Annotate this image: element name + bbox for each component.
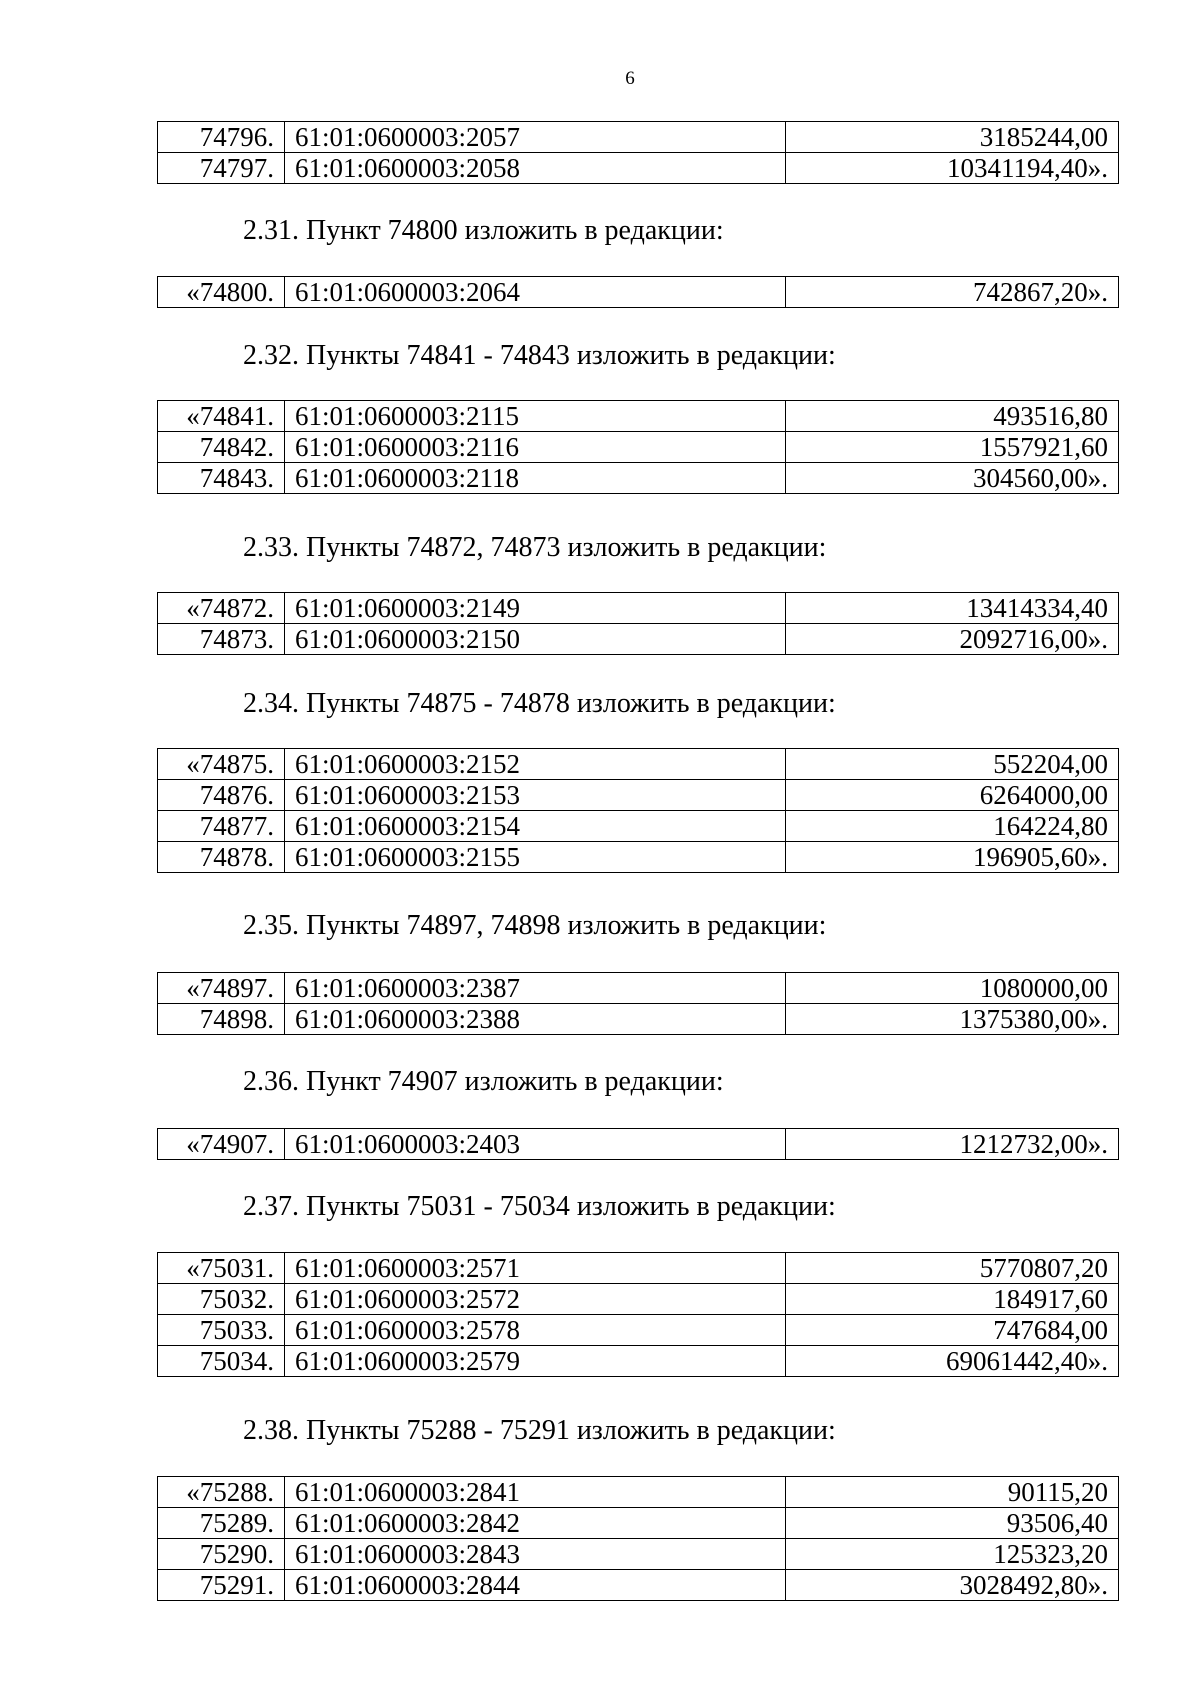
- parcel-table: [157, 276, 1119, 308]
- table-row: [158, 463, 1119, 494]
- item-number: «75288.: [158, 1477, 285, 1508]
- item-number: 75032.: [158, 1284, 285, 1315]
- table-row: [158, 1477, 1119, 1508]
- table-row: [158, 122, 1119, 153]
- parcel-table: [157, 1476, 1119, 1601]
- item-number: «74897.: [158, 973, 285, 1004]
- cadastral-value: 6264000,00: [786, 780, 1119, 811]
- cadastral-value: 3028492,80».: [786, 1570, 1119, 1601]
- item-number: 75034.: [158, 1346, 285, 1377]
- table-row: [158, 1346, 1119, 1377]
- item-number: «74875.: [158, 749, 285, 780]
- cadastral-value: 90115,20: [786, 1477, 1119, 1508]
- table-row: [158, 1570, 1119, 1601]
- table-row: [158, 811, 1119, 842]
- cadastral-value: 2092716,00».: [786, 624, 1119, 655]
- cadastral-number: 61:01:0600003:2058: [285, 153, 786, 184]
- cadastral-value: 3185244,00: [786, 122, 1119, 153]
- table-row: [158, 1284, 1119, 1315]
- item-number: «74841.: [158, 401, 285, 432]
- item-number: 75033.: [158, 1315, 285, 1346]
- cadastral-number: 61:01:0600003:2155: [285, 842, 786, 873]
- cadastral-number: 61:01:0600003:2387: [285, 973, 786, 1004]
- cadastral-value: 13414334,40: [786, 593, 1119, 624]
- cadastral-number: 61:01:0600003:2153: [285, 780, 786, 811]
- cadastral-value: 184917,60: [786, 1284, 1119, 1315]
- item-number: 74878.: [158, 842, 285, 873]
- table-row: [158, 153, 1119, 184]
- cadastral-value: 5770807,20: [786, 1253, 1119, 1284]
- item-number: 74898.: [158, 1004, 285, 1035]
- item-number: «74800.: [158, 277, 285, 308]
- item-number: 74876.: [158, 780, 285, 811]
- cadastral-number: 61:01:0600003:2057: [285, 122, 786, 153]
- cadastral-number: 61:01:0600003:2842: [285, 1508, 786, 1539]
- cadastral-value: 10341194,40».: [786, 153, 1119, 184]
- item-number: 74797.: [158, 153, 285, 184]
- cadastral-value: 493516,80: [786, 401, 1119, 432]
- cadastral-value: 1375380,00».: [786, 1004, 1119, 1035]
- item-number: «74872.: [158, 593, 285, 624]
- table-row: [158, 624, 1119, 655]
- cadastral-number: 61:01:0600003:2841: [285, 1477, 786, 1508]
- section-heading: 2.38. Пункты 75288 - 75291 изложить в редакции:: [243, 1415, 836, 1446]
- item-number: 75291.: [158, 1570, 285, 1601]
- item-number: 74843.: [158, 463, 285, 494]
- table-row: [158, 1253, 1119, 1284]
- cadastral-number: 61:01:0600003:2403: [285, 1129, 786, 1160]
- table-row: [158, 277, 1119, 308]
- cadastral-value: 196905,60».: [786, 842, 1119, 873]
- parcel-table: [157, 972, 1119, 1035]
- table-row: [158, 973, 1119, 1004]
- section-heading: 2.35. Пункты 74897, 74898 изложить в редакции:: [243, 910, 827, 941]
- cadastral-number: 61:01:0600003:2116: [285, 432, 786, 463]
- cadastral-value: 304560,00».: [786, 463, 1119, 494]
- cadastral-value: 1080000,00: [786, 973, 1119, 1004]
- parcel-table: [157, 121, 1119, 184]
- table-row: [158, 1315, 1119, 1346]
- item-number: 74877.: [158, 811, 285, 842]
- table-row: [158, 749, 1119, 780]
- cadastral-number: 61:01:0600003:2579: [285, 1346, 786, 1377]
- cadastral-value: 1212732,00».: [786, 1129, 1119, 1160]
- item-number: 74796.: [158, 122, 285, 153]
- table-row: [158, 1004, 1119, 1035]
- cadastral-number: 61:01:0600003:2844: [285, 1570, 786, 1601]
- table-row: [158, 432, 1119, 463]
- parcel-table: [157, 748, 1119, 873]
- section-heading: 2.36. Пункт 74907 изложить в редакции:: [243, 1066, 724, 1097]
- parcel-table: [157, 1128, 1119, 1160]
- parcel-table: [157, 1252, 1119, 1377]
- section-heading: 2.33. Пункты 74872, 74873 изложить в редакции:: [243, 532, 827, 563]
- page-number: 6: [625, 68, 635, 89]
- cadastral-number: 61:01:0600003:2118: [285, 463, 786, 494]
- item-number: 75289.: [158, 1508, 285, 1539]
- section-heading: 2.32. Пункты 74841 - 74843 изложить в редакции:: [243, 340, 836, 371]
- parcel-table: [157, 400, 1119, 494]
- cadastral-value: 742867,20».: [786, 277, 1119, 308]
- section-heading: 2.31. Пункт 74800 изложить в редакции:: [243, 215, 724, 246]
- section-heading: 2.34. Пункты 74875 - 74878 изложить в редакции:: [243, 688, 836, 719]
- table-row: [158, 1129, 1119, 1160]
- item-number: 74842.: [158, 432, 285, 463]
- table-row: [158, 780, 1119, 811]
- cadastral-number: 61:01:0600003:2572: [285, 1284, 786, 1315]
- item-number: «74907.: [158, 1129, 285, 1160]
- parcel-table: [157, 592, 1119, 655]
- cadastral-number: 61:01:0600003:2843: [285, 1539, 786, 1570]
- cadastral-number: 61:01:0600003:2115: [285, 401, 786, 432]
- cadastral-number: 61:01:0600003:2571: [285, 1253, 786, 1284]
- cadastral-number: 61:01:0600003:2154: [285, 811, 786, 842]
- cadastral-value: 93506,40: [786, 1508, 1119, 1539]
- cadastral-value: 1557921,60: [786, 432, 1119, 463]
- cadastral-number: 61:01:0600003:2578: [285, 1315, 786, 1346]
- cadastral-number: 61:01:0600003:2152: [285, 749, 786, 780]
- table-row: [158, 842, 1119, 873]
- cadastral-value: 552204,00: [786, 749, 1119, 780]
- item-number: «75031.: [158, 1253, 285, 1284]
- table-row: [158, 401, 1119, 432]
- cadastral-value: 125323,20: [786, 1539, 1119, 1570]
- cadastral-value: 164224,80: [786, 811, 1119, 842]
- cadastral-value: 747684,00: [786, 1315, 1119, 1346]
- cadastral-value: 69061442,40».: [786, 1346, 1119, 1377]
- cadastral-number: 61:01:0600003:2388: [285, 1004, 786, 1035]
- table-row: [158, 593, 1119, 624]
- section-heading: 2.37. Пункты 75031 - 75034 изложить в редакции:: [243, 1191, 836, 1222]
- table-row: [158, 1539, 1119, 1570]
- cadastral-number: 61:01:0600003:2149: [285, 593, 786, 624]
- item-number: 75290.: [158, 1539, 285, 1570]
- table-row: [158, 1508, 1119, 1539]
- cadastral-number: 61:01:0600003:2064: [285, 277, 786, 308]
- item-number: 74873.: [158, 624, 285, 655]
- cadastral-number: 61:01:0600003:2150: [285, 624, 786, 655]
